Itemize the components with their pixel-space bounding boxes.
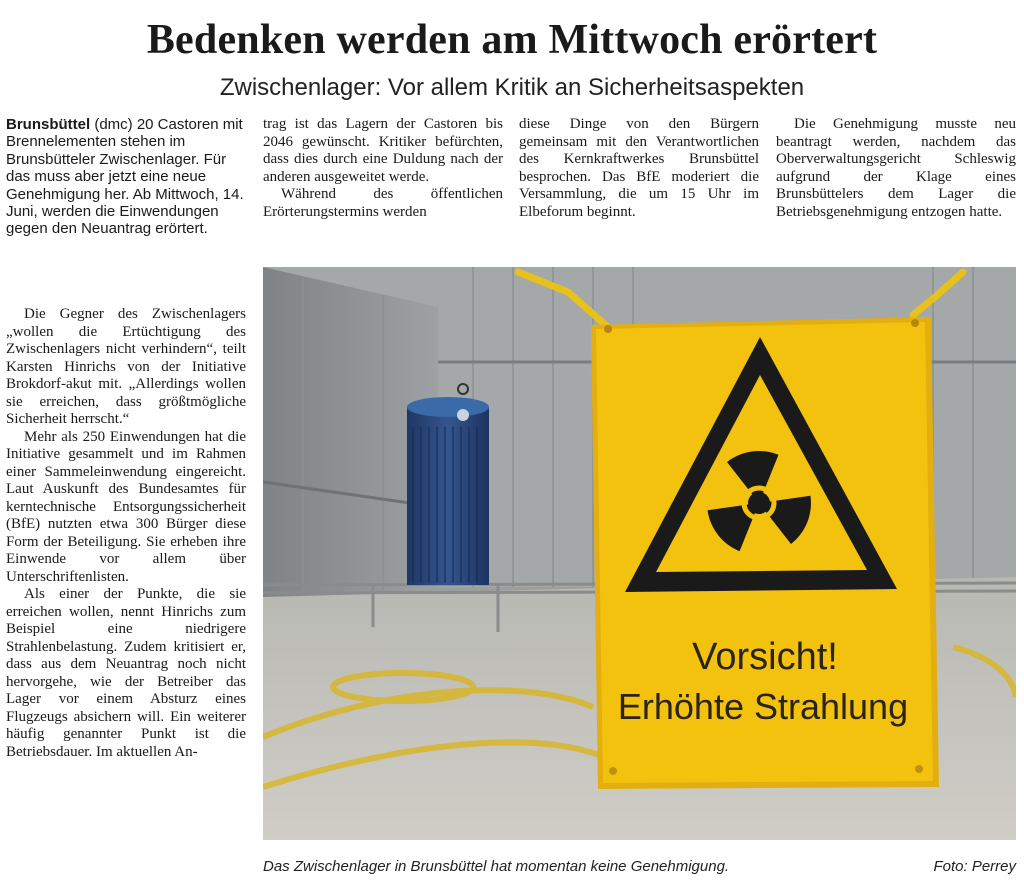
lead-place: Brunsbüttel	[6, 116, 91, 133]
storage-hall-illustration	[263, 267, 1016, 840]
paragraph: Die Gegner des Zwischenlagers „wollen die Ertüchtigung des Zwischenlagers nicht verhindern“, teilt Karsten Hinrichs von der Initiative Brokdorf-akut mit. „Allerdings wollen sie erreichen, dass größtmögliche Sicherheit herrscht.“	[6, 306, 246, 427]
column-4	[776, 116, 1016, 221]
subheadline: Zwischenlager: Vor allem Kritik an Sicherheitsaspekten	[219, 74, 805, 101]
lead-text: (dmc) 20 Castoren mit Brennelementen stehen im Brunsbütteler Zwischenlager. Für das muss aber jetzt eine neue Genehmigung her. Ab Mittwoch, 14. Juni, werden die Einwendungen gegen den Neuantrag erörtert.	[6, 116, 244, 238]
photo-credit: Foto: Perrey	[933, 858, 1016, 875]
sign-line-1: Vorsicht!	[692, 636, 838, 678]
caption-text: Das Zwischenlager in Brunsbüttel hat momentan keine Genehmigung.	[263, 858, 730, 875]
castor-cask	[407, 384, 489, 585]
paragraph: diese Dinge von den Bürgern gemeinsam mit den Verantwortlichen des Kernkraftwerkes Brunsbüttel besprochen. Das BfE moderiert die Versammlung, die um 15 Uhr im Elbeforum beginnt.	[519, 116, 759, 220]
sign-line-2: Erhöhte Strahlung	[617, 686, 909, 727]
paragraph: Als einer der Punkte, die sie erreichen wollen, nennt Hinrichs zum Beispiel eine niedrigere Strahlenbelastung. Zudem kritisiert er, dass aus dem Neuantrag noch nicht hervorgehe, wie der Betreiber das Lager vor einem Absturz eines Flugzeugs absichern will. Ein weiterer häufig genannter Punkt ist die Betriebsdauer. Im aktuellen An-	[6, 586, 246, 760]
column-2	[263, 116, 503, 221]
column-3	[519, 116, 759, 221]
paragraph: trag ist das Lagern der Castoren bis 2046 gewünscht. Kritiker befürchten, dass dies durch eine Duldung nach der anderen ausgeweitet werde.	[263, 116, 503, 185]
paragraph: Mehr als 250 Einwendungen hat die Initiative gesammelt und im Rahmen einer Sammeleinwendung eingereicht. Laut Auskunft des Bundesamtes für kerntechnische Entsorgungssicherheit (BfE) nutzten etwa 300 Bürger diese Form der Beteiligung. Sie erheben ihre Einwende vor allem über Unterschriftenlisten.	[6, 428, 246, 585]
article-photo	[263, 267, 1016, 840]
radiation-warning-sign	[591, 317, 939, 789]
lead-paragraph	[6, 116, 246, 238]
paragraph: Während des öffentlichen Erörterungstermins werden	[263, 186, 503, 220]
headline: Bedenken werden am Mittwoch erörtert	[146, 17, 878, 63]
paragraph: Die Genehmigung musste neu beantragt werden, nachdem das Oberverwaltungsgericht Schleswig aufgrund der Klage eines Brunsbüttelers dem Lager die Betriebsgenehmigung entzogen hatte.	[776, 116, 1016, 220]
photo-caption	[263, 856, 1016, 878]
column-1	[6, 306, 246, 761]
